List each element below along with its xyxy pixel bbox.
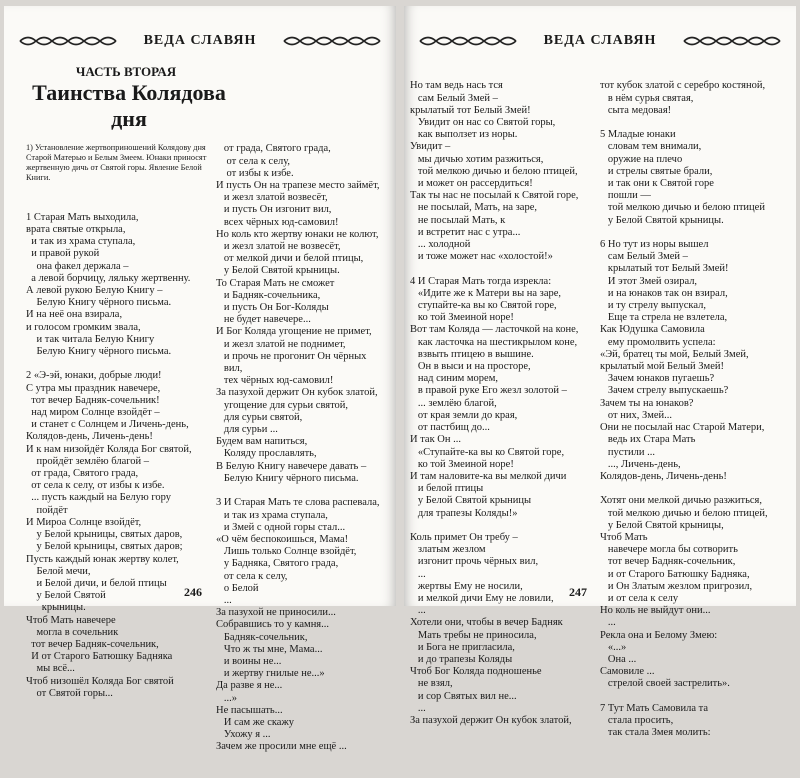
right-page-column-2 — [600, 56, 792, 764]
right-page — [404, 6, 796, 739]
verse-text: от града, Святого града, от села к селу, от избы к избе. И пусть Он на трапезе место займёт, и жезл златой возвесёт, и пусть Он изгонит вил, всех чёрных юд-самовил! Но коль кто жертву юнаки не колют, и жезл златой не возвесёт, от мелкой дичи и белой птицы, у Белой Святой крыницы. То Старая Мать не сможет и Бадняк-сочельника, и пусть Он Бог-Коляды не будет навечере... И Бог Коляда угощение не примет, и жезл златой не поднимет, и прочь не прогонит Он чёрных вил, тех чёрных юд-самовил! За пазухой держит Он кубок златой, угощение для сурьи святой, для сурьи святой, для сурьи ... Будем вам напиться, Коляду прославлять, В Белую Книгу навечере давать – Белую Книгу чёрного письма. 3 И Старая Мать те слова распевала, и так из храма ступала, и Змей с одной горы стал... «О чём беспокоишься, Мама! Лишь только Солнце взойдёт, у Бадняка, Святого града, от села к селу, о Белой ... За пазухой не приносили... Собравшись то у камня... Бадняк-сочельник, Что ж ты мне, Мама... и воины не... и жертву гнилые не...» Да разве я не... ...» Не пасышать... И сам же скажу Ухожу я ... Зачем же просили мне ещё ... — [216, 143, 380, 753]
part-title: ЧАСТЬ ВТОРАЯ — [75, 64, 177, 79]
ornament-right-icon — [282, 34, 382, 48]
left-page-column-2 — [216, 119, 391, 778]
left-page-column-1 — [26, 119, 214, 724]
page-number: 247 — [569, 585, 587, 599]
chapter-title: Таинства Колядова дня — [32, 80, 226, 131]
chapter-note: 1) Установление жертвоприношений Колядову дня Старой Матерью и Белым Змеем. Юнаки приносят жертвенную дичь от Святой горы. Явление Белой Книги. — [26, 143, 207, 183]
header-title: ВЕДА СЛАВЯН — [543, 33, 657, 48]
verse-text: 1 Старая Мать выходила, врата святые открыла, и так из храма ступала, и правой рукой она факел держала – а левой борчицу, ляльку жертвенну. А левой рукою Белую Книгу – Белую Книгу чёрного письма. И на неё она взирала, и голосом громким звала, и так читала Белую Книгу Белую Книгу чёрного письма. 2 «Э-эй, юнаки, добрые люди! С утра мы праздник навечере, тот вечер Бадняк-сочельник! над миром Солнце взойдёт – и станет с Солнцем и Личень-день, Колядов-день, Личень-день! И к нам низойдёт Коляда Бог святой, пройдёт землёю благой – от града, Святого града, от села к селу, от избы к избе. ... пусть каждый на Белую гору пойдёт И Мироа Солнце взойдёт, у Белой крыницы, святых даров, у Белой крыницы, святых даров; Пусть каждый юнак жертву колет, Белой мечи, и Белой дичи, и белой птицы у Белой Святой крыницы. Чтоб Мать навечере могла в сочельник тот вечер Бадняк-сочельник, И от Старого Батюшку Бадняка мы всё... Чтоб низошёл Коляда Бог святой от Святой горы... — [26, 211, 192, 699]
header-title: ВЕДА СЛАВЯН — [143, 33, 257, 48]
right-running-header — [414, 32, 786, 50]
verse-text: тот кубок златой с серебро костяной, в нём сурья святая, сыта медовая! 5 Младые юнаки словам тем внимали, оружие на плечо и стрелы святые брали, и так они к Святой горе пошли — той мелкою дичью и белою птицей у Белой Святой крыницы. 6 Но тут из норы вышел сам Белый Змей – крылатый тот Белый Змей! И этот Змей озирал, и на юнаков так он взирал, и ту стрелу выпускал, Еще та стрела не взлетела, Как Юдушка Самовила ему промолвить успела: «Эй, братец ты мой, Белый Змей, крылатый мой Белый Змей! Зачем юнаков пугаешь? Зачем стрелу выпускаешь? Зачем ты на юнаков? от них, Змей... Они не посылай нас Старой Матери, ведь их Стара Мать пустили ... ..., Личень-день, Колядов-день, Личень-день! Хотят они мелкой дичью разжиться, той мелкою дичью и белою птицей, у Белой Святой крыницы, Чтоб Мать навечере могла бы сотворить тот вечер Бадняк-сочельник, и от Старого Батюшку Бадняка, и Он Златым жезлом пригрозил, и от села к селу Но коль не выйдут они... ... Рекла она и Белому Змею: «...» Она ... Самовиле ... стрелой своей застрелить». 7 Тут Мать Самовила та стала просить, так стала Змея молить: — [600, 80, 768, 739]
left-running-header — [14, 32, 386, 50]
left-page — [4, 6, 396, 753]
page-number: 246 — [184, 585, 202, 599]
right-page-column-1 — [410, 56, 598, 752]
verse-text: Но там ведь нась тся сам Белый Змей – крылатый тот Белый Змей! Увидит он нас со Святой горы, как выползет из норы. Увидит – мы дичью хотим разжиться, той мелкою дичью и белою птицей, и может он рассердиться! Так ты нас не посылай к Святой горе, не посылай, Мать, на заре, не посылай Мать, к и встретит нас с утра... ... холодной и тоже может нас «холостой!» 4 И Старая Мать тогда изрекла: «Идите же к Матери вы на заре, ступайте-ка вы ко Святой горе, ко той Змеиной норе! Вот там Коляда — ласточкой на коне, как ласточка на шестикрылом коне, взвыть птицею в вышине. Он в выси и на просторе, над синим морем, в правой руке Его жезл золотой – ... землёю благой, от края земли до края, от пастбищ до... И так Он ... «Ступайте-ка вы ко Святой горе, ко той Змеиной норе! И там наловите-ка вы мелкой дичи и белой птицы у Белой Святой крыницы для трапезы Коляды!» Коль примет Он требу – златым жезлом изгонит прочь чёрных вил, ... жертвы Ему не носили, и мелкой дичи Ему не ловили, ... Хотели они, чтобы в вечер Бадняк Мать требы не приносила, и Бога не пригласила, и до трапезы Коляды Чтоб Бог Коляда подношенье не взял, и сор Святых вил не... ... За пазухой держит Он кубок златой, — [410, 80, 579, 726]
ornament-right-icon — [682, 34, 782, 48]
